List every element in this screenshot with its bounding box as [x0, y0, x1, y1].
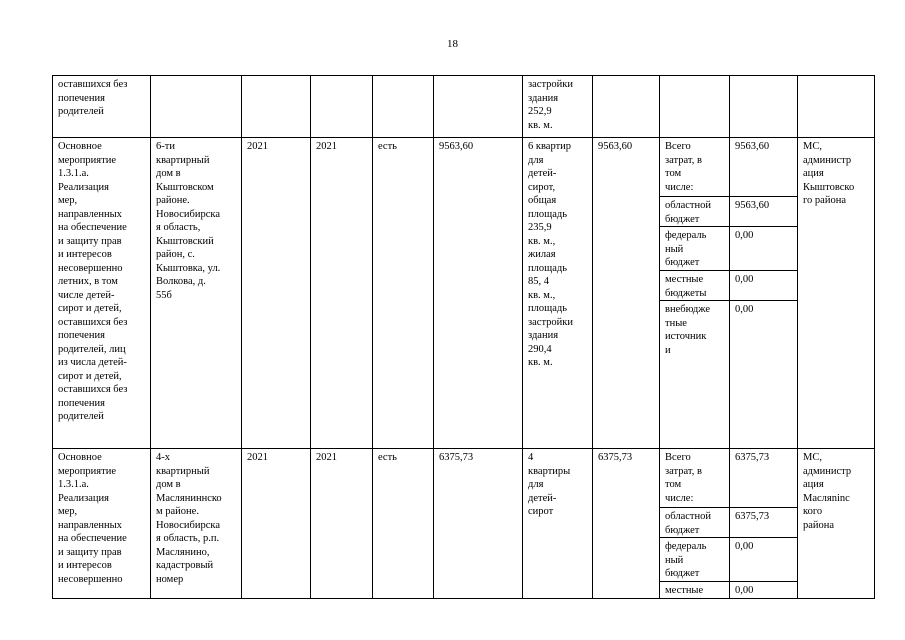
funding-source-label: федераль ный бюджет: [660, 538, 730, 582]
funding-source-label: федераль ный бюджет: [660, 227, 730, 271]
cost-cell: 6375,73: [434, 449, 523, 599]
funding-source-value: 0,00: [730, 582, 798, 599]
cost-cell: 9563,60: [434, 138, 523, 449]
table-row: [53, 449, 875, 508]
funding-source-value: 9563,60: [730, 197, 798, 227]
program-table: [52, 75, 875, 599]
executor-cell: МС, администр ация Кыштовско го района: [798, 138, 875, 449]
result-cell: 4 квартиры для детей- сирот: [523, 449, 593, 599]
amount-cell: 6375,73: [593, 449, 660, 599]
funding-source-value: 0,00: [730, 271, 798, 301]
year-start-cell: 2021: [242, 138, 311, 449]
funding-source-value: 0,00: [730, 301, 798, 449]
activity-cell: Основное мероприятие 1.3.1.а. Реализация мер, направленных на обеспечение и защиту прав и интересов несовершенно летних, в том числе детей- сирот и детей, оставшихся без попечения родителей, лиц из числа детей- сирот и детей, оставшихся без попечения родителей: [53, 138, 151, 449]
funding-source-label: местные: [660, 582, 730, 599]
availability-cell: есть: [373, 449, 434, 599]
funding-source-label: областной бюджет: [660, 197, 730, 227]
table-row: [53, 138, 875, 197]
result-cell: 6 квартир для детей- сирот, общая площадь 235,9 кв. м., жилая площадь 85, 4 кв. м., площадь застройки здания 290,4 кв. м.: [523, 138, 593, 449]
funding-source-value: 0,00: [730, 538, 798, 582]
funding-source-label: внебюдже тные источник и: [660, 301, 730, 449]
executor-cell: МС, администр ация Масляninс кого района: [798, 449, 875, 599]
page-number: 18: [447, 38, 458, 50]
object-cell: 4-х квартирный дом в Масляниннско м районе. Новосибирска я область, р.п. Маслянино, кадастровый номер: [151, 449, 242, 599]
funding-source-label: Всего затрат, в том числе:: [660, 449, 730, 508]
funding-source-value: 0,00: [730, 227, 798, 271]
year-end-cell: 2021: [311, 138, 373, 449]
availability-cell: есть: [373, 138, 434, 449]
object-cell: 6-ти квартирный дом в Кыштовском районе. Новосибирска я область, Кыштовский район, с. Кыштовка, ул. Волкова, д. 55б: [151, 138, 242, 449]
funding-source-value: 6375,73: [730, 449, 798, 508]
funding-source-value: 6375,73: [730, 508, 798, 538]
activity-cell: Основное мероприятие 1.3.1.а. Реализация мер, направленных на обеспечение и защиту прав и интересов несовершенно: [53, 449, 151, 599]
funding-source-value: 9563,60: [730, 138, 798, 197]
funding-source-label: местные бюджеты: [660, 271, 730, 301]
activity-cell: оставшихся без попечения родителей: [53, 76, 151, 138]
funding-source-label: Всего затрат, в том числе:: [660, 138, 730, 197]
result-cell: застройки здания 252,9 кв. м.: [523, 76, 593, 138]
year-end-cell: 2021: [311, 449, 373, 599]
table-row: [53, 76, 875, 138]
year-start-cell: 2021: [242, 449, 311, 599]
funding-source-label: областной бюджет: [660, 508, 730, 538]
amount-cell: 9563,60: [593, 138, 660, 449]
